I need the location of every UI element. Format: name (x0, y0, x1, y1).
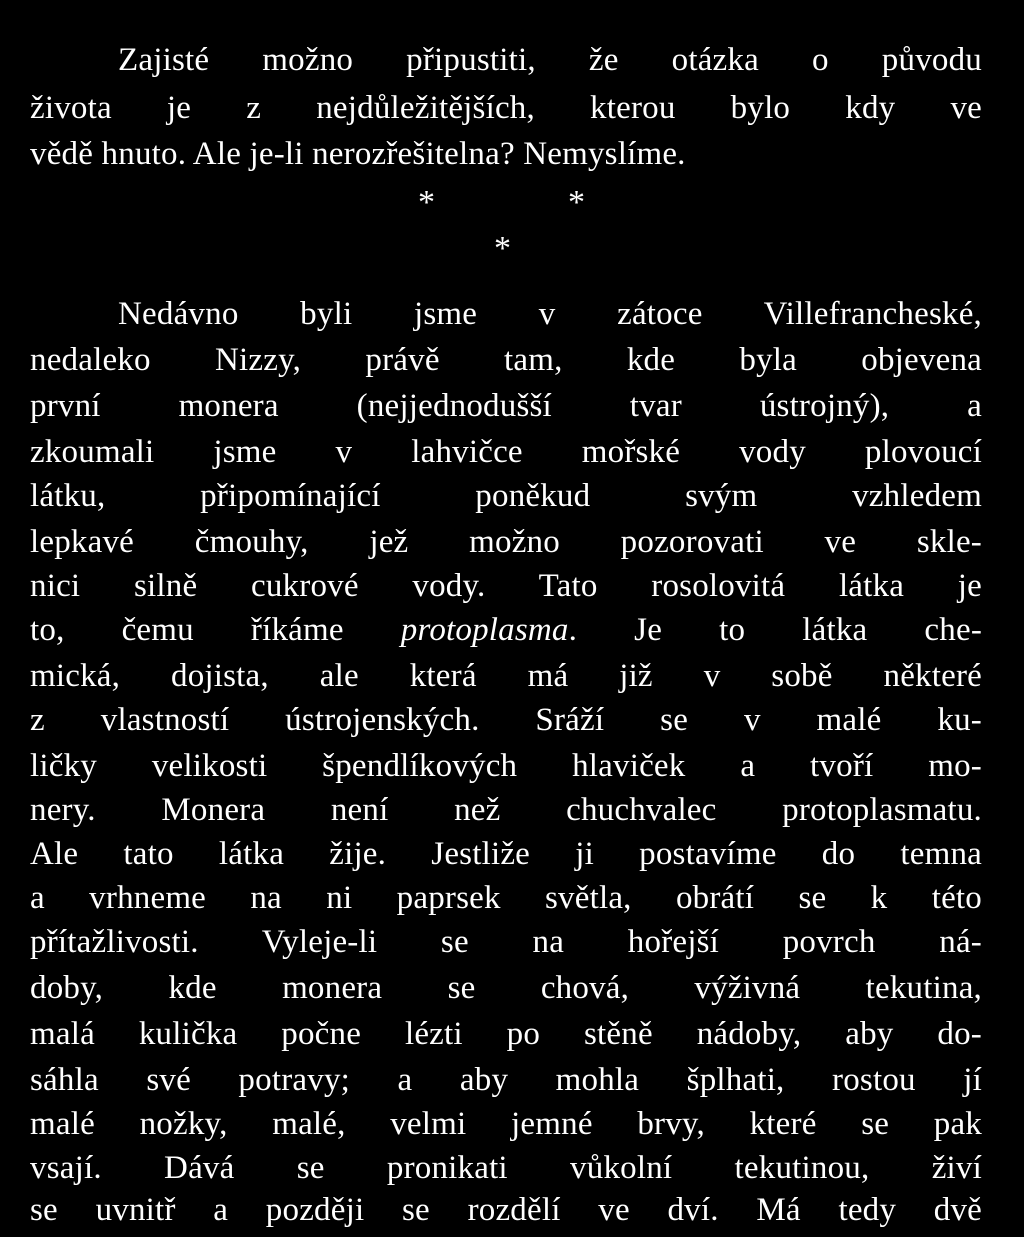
text-line: látku, připomínající poněkud svým vzhledem (30, 478, 982, 514)
text-line: lepkavé čmouhy, jež možno pozorovati ve skle- (30, 524, 982, 560)
text-line: malé nožky, malé, velmi jemné brvy, které se pak (30, 1106, 982, 1142)
text-line: Ale tato látka žije. Jestliže ji postavíme do temna (30, 836, 982, 872)
separator-star-left: * (418, 184, 435, 221)
text-segment: to, čemu říkáme (30, 612, 401, 648)
text-line: vědě hnuto. Ale je-li nerozřešitelna? Nemyslíme. (30, 136, 686, 172)
text-line-with-term (30, 608, 982, 652)
text-line: doby, kde monera se chová, výživná tekutina, (30, 970, 982, 1006)
separator-star-right: * (568, 184, 585, 221)
text-line: života je z nejdůležitějších, kterou bylo kdy ve (30, 90, 982, 126)
text-line: vsají. Dává se pronikati vůkolní tekutinou, živí (30, 1150, 982, 1186)
text-line: první monera (nejjednodušší tvar ústrojný), a (30, 388, 982, 424)
text-line: Nedávno byli jsme v zátoce Villefrancheské, (118, 296, 982, 332)
text-line: a vrhneme na ni paprsek světla, obrátí se k této (30, 880, 982, 916)
text-line: nici silně cukrové vody. Tato rosolovitá látka je (30, 568, 982, 604)
text-line: nedaleko Nizzy, právě tam, kde byla objevena (30, 342, 982, 378)
text-line: přítažlivosti. Vyleje-li se na hořejší povrch ná- (30, 924, 982, 960)
text-line: malá kulička počne lézti po stěně nádoby, aby do- (30, 1016, 982, 1052)
text-line: sáhla své potravy; a aby mohla šplhati, rostou jí (30, 1062, 982, 1098)
text-line: ličky velikosti špendlíkových hlaviček a tvoří mo- (30, 748, 982, 784)
italic-term: protoplasma (400, 612, 569, 648)
text-line: se uvnitř a později se rozdělí ve dví. Má tedy dvě (30, 1192, 982, 1228)
text-line: Zajisté možno připustiti, že otázka o původu (118, 42, 982, 78)
text-line: z vlastností ústrojenských. Sráží se v malé ku- (30, 702, 982, 738)
text-line: zkoumali jsme v lahvičce mořské vody plovoucí (30, 434, 982, 470)
text-line: nery. Monera není než chuchvalec protoplasmatu. (30, 792, 982, 828)
text-segment: . Je to látka che- (568, 612, 983, 648)
separator-star-center: * (494, 230, 511, 267)
text-line: mická, dojista, ale která má již v sobě některé (30, 658, 982, 694)
